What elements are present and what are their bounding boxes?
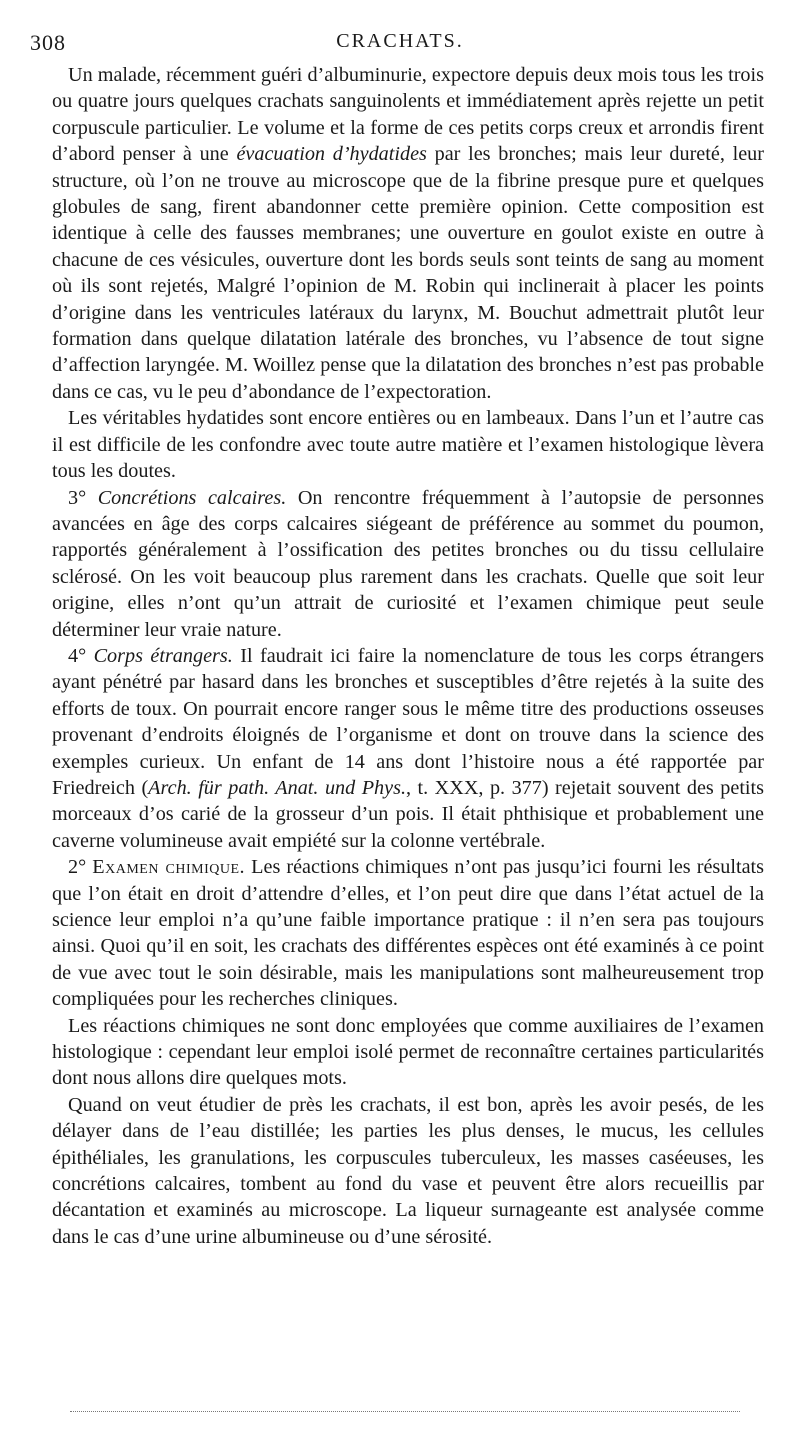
paragraph (52, 485, 764, 643)
text-run: On rencontre fréquemment à l’autopsie de personnes avancées en âge des corps calcaires siégeant de préférence au sommet du poumon, rapportés généralement à l’ossification des petites bronches ou du tissu cellulaire sclérosé. On les voit beaucoup plus rarement dans les crachats. Quelle que soit leur origine, elles n’ont qu’un attrait de curiosité et l’examen chimique peut seule déterminer leur vraie nature. (52, 486, 764, 641)
italic-text: Concrétions calcaires. (97, 486, 287, 509)
paragraph (52, 62, 764, 405)
text-run: Il faudrait ici faire la nomenclature de tous les corps étrangers ayant pénétré par hasard dans les bronches et susceptibles d’être rejetés à la suite des efforts de toux. On pourrait encore ranger sous le même titre des productions osseuses provenant d’endroits éloignés de l’organisme et dont on trouve dans la science des exemples curieux. Un enfant de 14 ans dont l’histoire nous a été rapportée par Friedreich ( (52, 644, 764, 799)
text-run: , t. XXX, p. 377) rejetait souvent des petits morceaux d’os carié de la grosseur d’un pois. Il était phthisique et probablement une caverne volumineuse avait empiété sur la colonne vertébrale. (52, 776, 764, 852)
text-run: Les réactions chimiques n’ont pas jusqu’ici fourni les résultats que l’on était en droit d’attendre d’elles, et l’on peut dire que dans l’état actuel de la science leur emploi n’a qu’une faible importance pratique : il n’en sera pas toujours ainsi. Quoi qu’il en soit, les crachats des différentes espèces ont été examinés à ce point de vue avec tout le soin désirable, mais les manipulations sont malheureusement trop compliquées pour les recherches cliniques. (52, 856, 765, 1011)
text-run: Quand on veut étudier de près les crachats, il est bon, après les avoir pesés, de les délayer dans de l’eau distillée; les parties les plus denses, le mucus, les cellules épithéliales, les granulations, les corpuscules tuberculeux, les masses caséeuses, les concrétions calcaires, tombent au fond du vase et peuvent être alors recueillis par décantation et examinés au microscope. La liqueur surnageante est analysée comme dans le cas d’une urine albumineuse ou d’une sérosité. (52, 1093, 764, 1248)
paragraph (52, 1013, 764, 1092)
text-run: Un malade, récemment guéri d’albuminurie, expectore depuis deux mois tous les trois ou quatre jours quelques crachats sanguinolents et immédiatement après rejette un petit corpuscule particulier. Le volume et la forme de ces petits corps creux et arrondis firent d’abord penser à une (52, 64, 764, 166)
paragraph (52, 405, 764, 484)
italic-text: Arch. für path. Anat. und Phys. (148, 776, 407, 799)
running-head: CRACHATS. (336, 30, 464, 52)
italic-text: évacuation d’hydatides (236, 143, 427, 166)
italic-text: Corps étrangers. (93, 644, 233, 667)
page-number: 308 (30, 30, 66, 55)
paragraph (52, 643, 764, 854)
page-header (30, 30, 770, 64)
footer-rule (70, 1411, 740, 1412)
paragraph (52, 854, 764, 1012)
paragraph (52, 1092, 764, 1250)
text-run: Les véritables hydatides sont encore entières ou en lambeaux. Dans l’un et l’autre cas il est difficile de les confondre avec toute autre matière et l’examen histologique lèvera tous les doutes. (52, 407, 764, 483)
body-text (52, 62, 764, 1250)
text-run: Les réactions chimiques ne sont donc employées que comme auxiliaires de l’examen histologique : cependant leur emploi isolé permet de reconnaître certaines particularités dont nous allons dire quelques mots. (52, 1014, 764, 1090)
section-heading: Examen chimique. (92, 856, 246, 879)
text-run: 3° (68, 486, 98, 509)
text-run: par les bronches; mais leur dureté, leur structure, où l’on ne trouve au microscope que de la fibrine presque pure et quelques globules de sang, firent abandonner cette première opinion. Cette composition est identique à celle des fausses membranes; une ouverture en goulot existe en outre à chacune de ces vésicules, ouverture dont les bords seuls sont teints de sang au moment où ils sont rejetés, Malgré l’opinion de M. Robin qui inclinerait à placer les points d’origine dans les ventricules latéraux du larynx, M. Bouchut admettrait plutôt leur formation dans quelque dilatation latérale des bronches, vu l’absence de tout signe d’affection laryngée. M. Woillez pense que la dilatation des bronches n’est pas probable dans ce cas, vu le peu d’abondance de l’expectoration. (52, 143, 764, 403)
text-run: 4° (68, 644, 94, 667)
text-run: 2° (68, 856, 93, 879)
